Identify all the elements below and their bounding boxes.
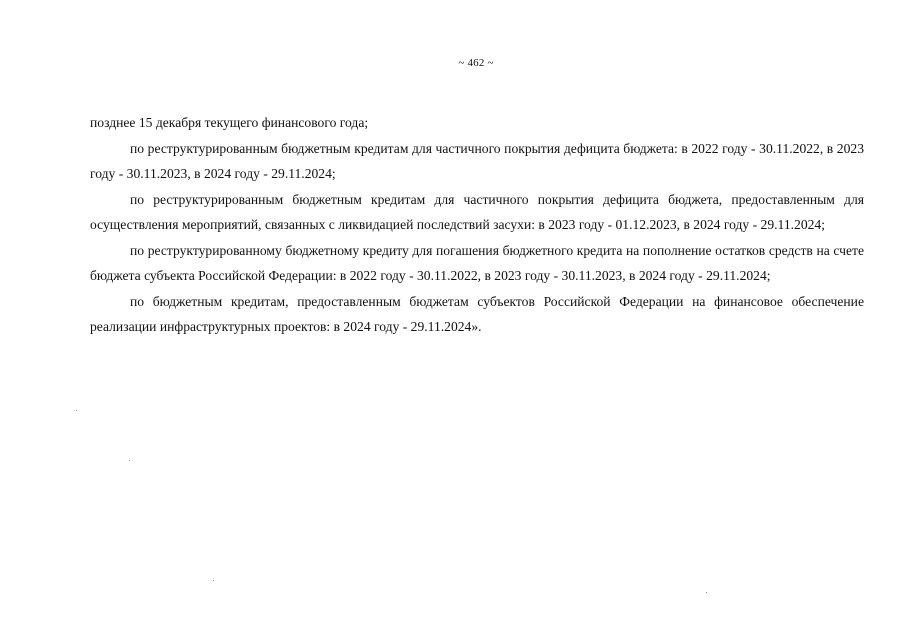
scan-speck (129, 460, 130, 461)
paragraph-infrastructure-credits: по бюджетным кредитам, предоставленным бюджетам субъектов Российской Федерации на финансовое обеспечение реализации инфраструктурных проектов: в 2024 году - 29.11.2024». (90, 293, 864, 334)
paragraph-restructured-deficit-credits: по реструктурированным бюджетным кредитам для частичного покрытия дефицита бюджета: в 2022 году - 30.11.2022, в 2023 году - 30.11.2023, в 2024 году - 29.11.2024; (90, 140, 864, 181)
paragraph-restructured-balance-credit: по реструктурированному бюджетному кредиту для погашения бюджетного кредита на пополнение остатков средств на счете бюджета субъекта Российской Федерации: в 2022 году - 30.11.2022, в 2023 году - 30.11.2023, в 2024 году - 29.11.2024; (90, 242, 864, 283)
document-body (90, 110, 864, 340)
scan-speck (76, 410, 77, 411)
paragraph-continuation: позднее 15 декабря текущего финансового года; (90, 115, 369, 130)
page-number: ~ 462 ~ (458, 57, 494, 69)
scan-speck (706, 592, 707, 593)
scan-speck (213, 580, 214, 581)
paragraph-restructured-drought-credits: по реструктурированным бюджетным кредитам для частичного покрытия дефицита бюджета, предоставленным для осуществления мероприятий, связанных с ликвидацией последствий засухи: в 2023 году - 01.12.2023, в 2024 году - 29.11.2024; (90, 191, 864, 232)
